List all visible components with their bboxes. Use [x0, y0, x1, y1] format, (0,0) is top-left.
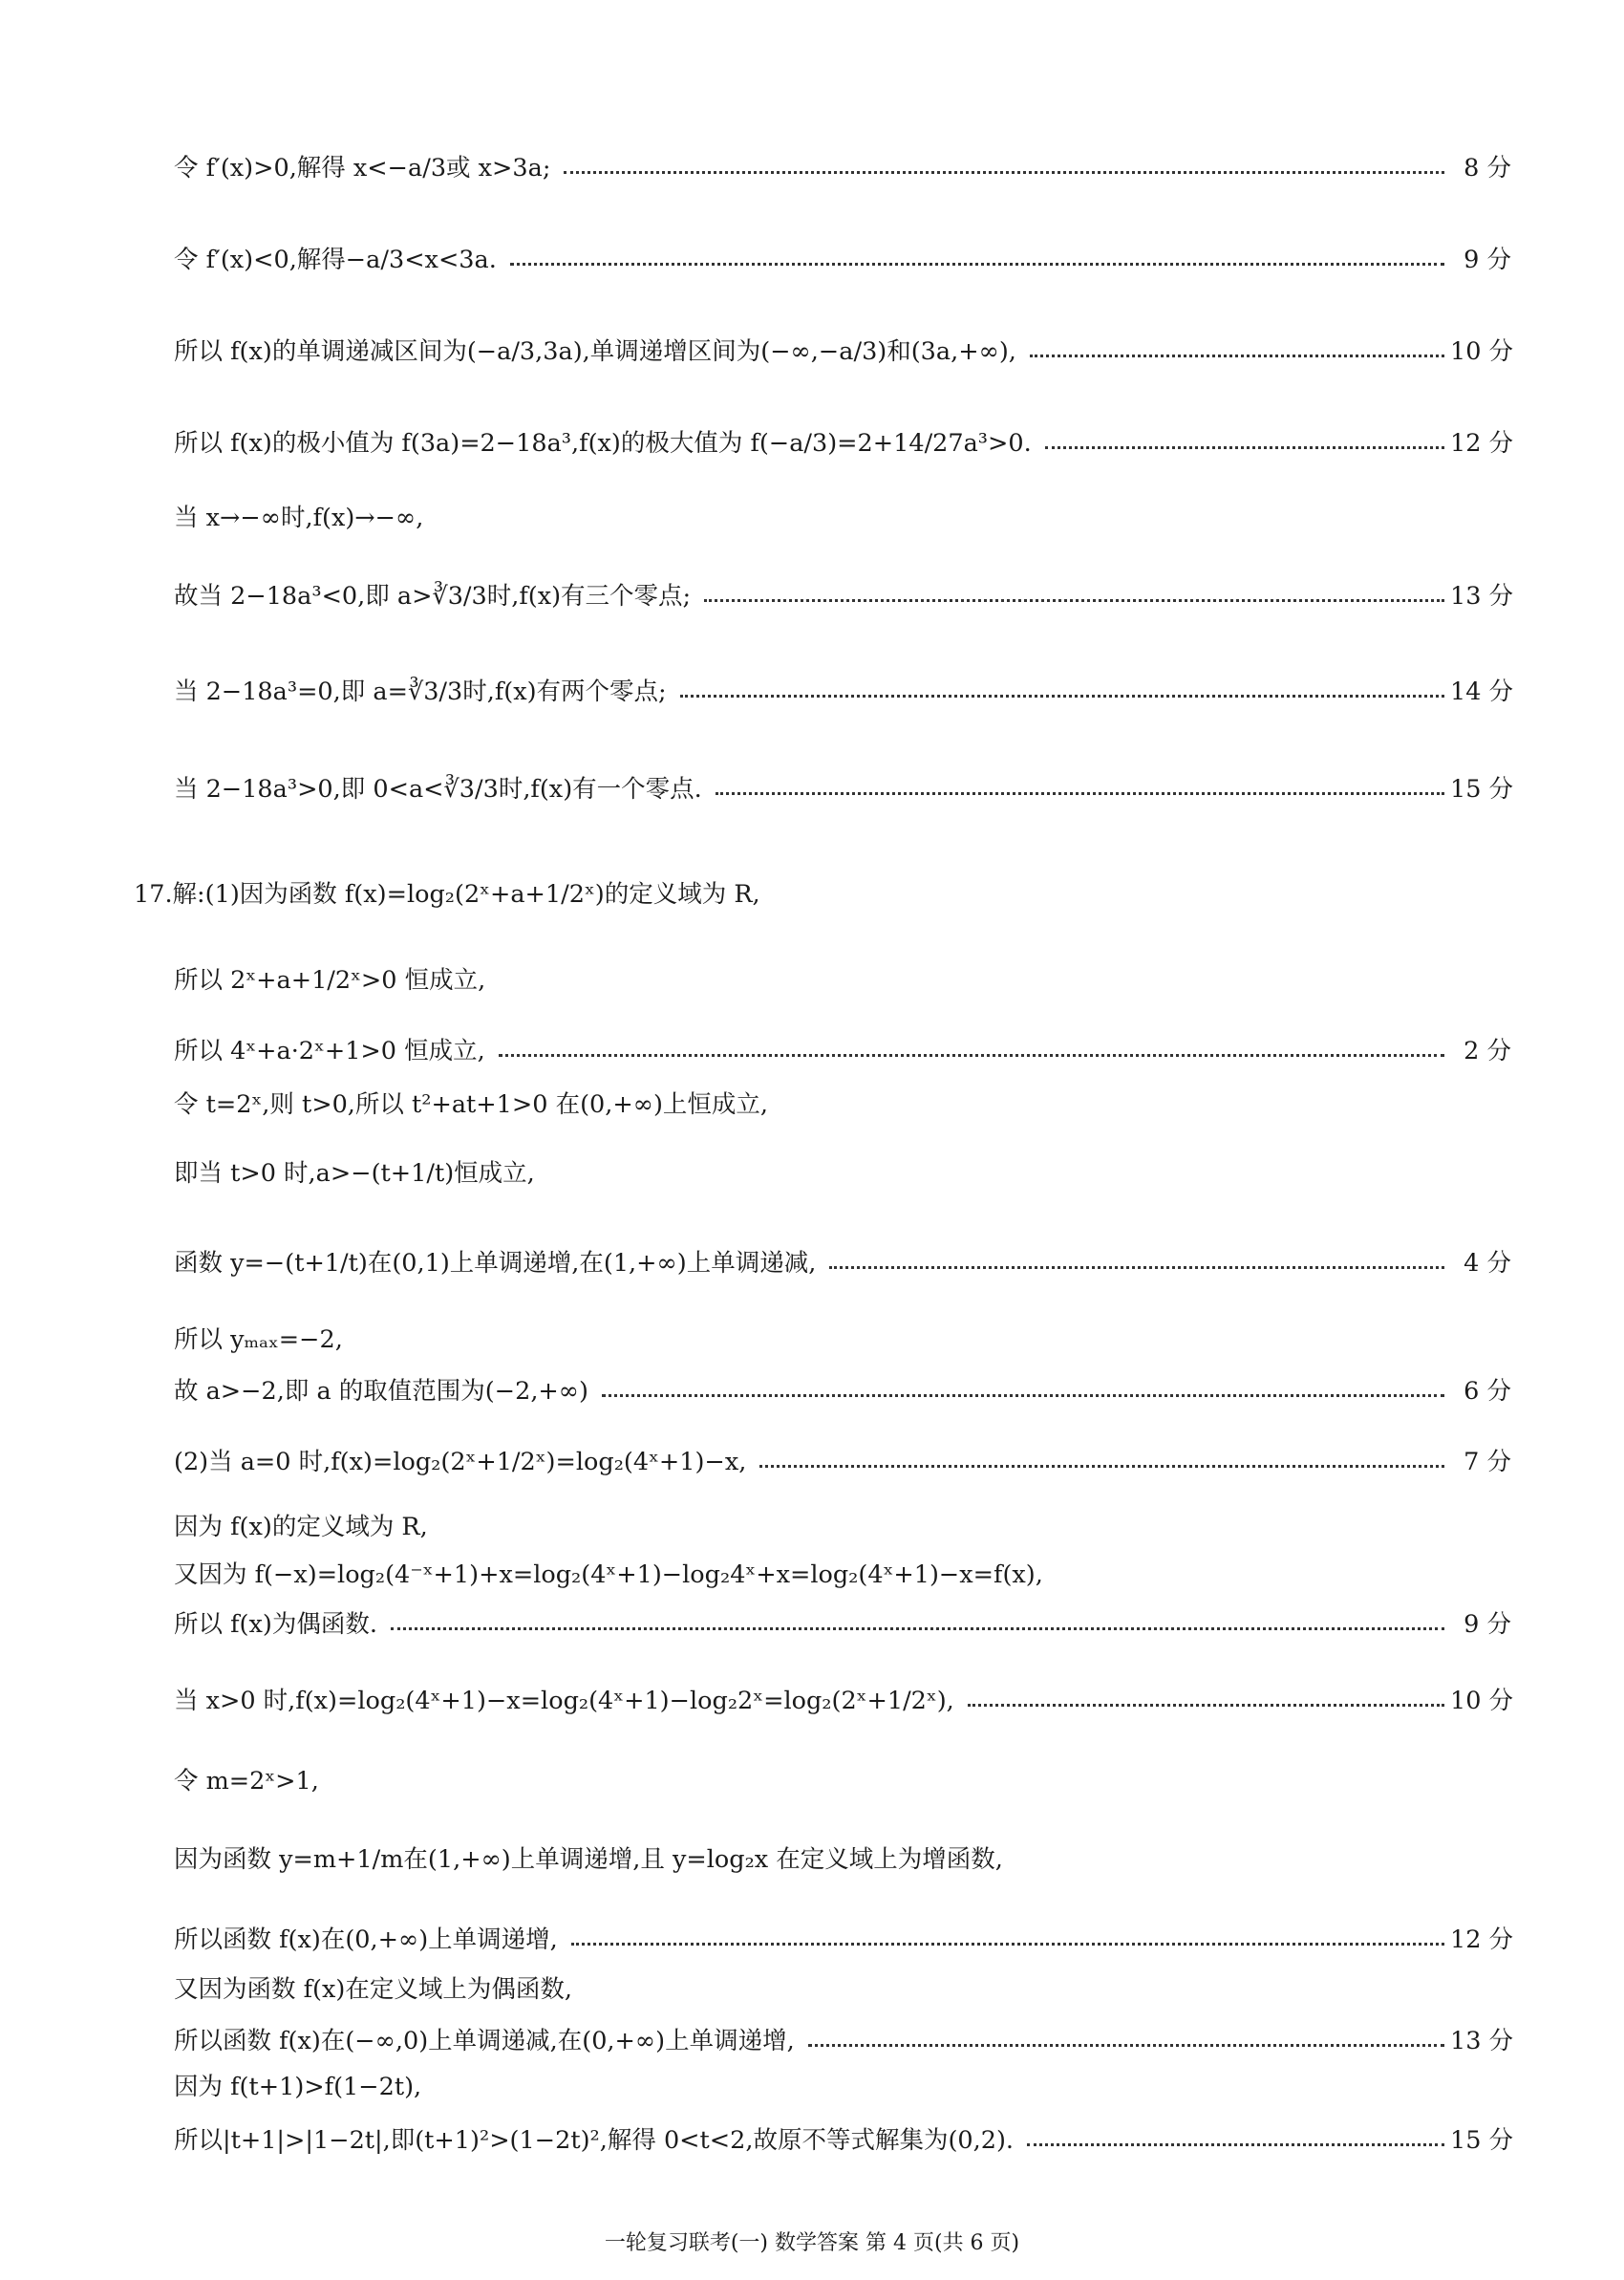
dot-leader — [704, 599, 1444, 602]
score-label: 6 分 — [1464, 1377, 1511, 1406]
line-text: 所以|t+1|>|1−2t|,即(t+1)²>(1−2t)²,解得 0<t<2,故原不等式解集为(0,2). — [174, 2126, 1015, 2155]
line-text: 所以 f(x)为偶函数. — [174, 1610, 377, 1639]
score-label: 9 分 — [1464, 1610, 1511, 1639]
solution-line — [174, 1143, 1511, 1200]
solution-line — [174, 1544, 1511, 1602]
line-text: 又因为 f(−x)=log₂(4⁻ˣ+1)+x=log₂(4ˣ+1)−log₂4ˣ+x=log₂(4ˣ+1)−x=f(x), — [174, 1560, 1043, 1589]
solution-line — [174, 1309, 1511, 1366]
line-text: 令 f′(x)<0,解得−a/3<x<3a. — [174, 246, 497, 274]
score-label: 2 分 — [1464, 1037, 1511, 1065]
score-label: 8 分 — [1464, 154, 1511, 183]
score-label: 12 分 — [1450, 429, 1514, 458]
score-label: 12 分 — [1450, 1925, 1514, 1954]
dot-leader — [391, 1627, 1444, 1630]
dot-leader — [564, 171, 1444, 174]
dot-leader — [829, 1266, 1444, 1269]
dot-leader — [968, 1704, 1444, 1707]
line-text: 又因为函数 f(x)在定义域上为偶函数, — [174, 1975, 572, 2004]
solution-line — [174, 229, 1511, 287]
dot-leader — [1045, 446, 1444, 449]
line-text: 函数 y=−(t+1/t)在(0,1)上单调递增,在(1,+∞)上单调递减, — [174, 1249, 817, 1278]
dot-leader — [602, 1394, 1444, 1397]
line-text: 当 2−18a³>0,即 0<a<∛3/3时,f(x)有一个零点. — [174, 775, 702, 804]
page-footer: 一轮复习联考(一) 数学答案 第 4 页(共 6 页) — [604, 2231, 1020, 2255]
score-label: 10 分 — [1450, 337, 1514, 366]
score-label: 13 分 — [1450, 2027, 1514, 2055]
solution-line — [174, 1670, 1514, 1728]
line-text: 所以 f(x)的单调递减区间为(−a/3,3a),单调递增区间为(−∞,−a/3)和(3a,+∞), — [174, 337, 1016, 366]
solution-line — [174, 138, 1511, 195]
line-text: 所以 yₘₐₓ=−2, — [174, 1325, 343, 1354]
line-text: 所以函数 f(x)在(−∞,0)上单调递减,在(0,+∞)上单调递增, — [174, 2027, 795, 2055]
line-text: 令 m=2ˣ>1, — [174, 1767, 319, 1796]
question-heading — [134, 864, 1511, 921]
line-text: (2)当 a=0 时,f(x)=log₂(2ˣ+1/2ˣ)=log₂(4ˣ+1)−x, — [174, 1448, 747, 1476]
line-text: 当 2−18a³=0,即 a=∛3/3时,f(x)有两个零点; — [174, 678, 667, 706]
solution-line — [174, 950, 1511, 1007]
solution-line — [174, 1233, 1511, 1290]
solution-line — [174, 1751, 1511, 1808]
solution-line — [174, 2110, 1514, 2167]
score-label: 10 分 — [1450, 1687, 1514, 1715]
line-text: 当 x>0 时,f(x)=log₂(4ˣ+1)−x=log₂(4ˣ+1)−log₂2ˣ=log₂(2ˣ+1/2ˣ), — [174, 1687, 954, 1715]
line-text: 所以函数 f(x)在(0,+∞)上单调递增, — [174, 1925, 558, 1954]
solution-line — [174, 2056, 1511, 2114]
dot-leader — [759, 1465, 1444, 1468]
dot-leader — [716, 792, 1444, 795]
solution-line — [174, 487, 1511, 545]
dot-leader — [510, 263, 1444, 266]
solution-line — [174, 1909, 1514, 1967]
score-label: 14 分 — [1450, 678, 1514, 706]
dot-leader — [680, 695, 1444, 698]
solution-line — [174, 321, 1514, 378]
line-text: 令 f′(x)>0,解得 x<−a/3或 x>3a; — [174, 154, 551, 183]
solution-line — [174, 1021, 1511, 1078]
dot-leader — [571, 1943, 1444, 1946]
line-text: 故当 2−18a³<0,即 a>∛3/3时,f(x)有三个零点; — [174, 582, 692, 611]
solution-line — [174, 1594, 1511, 1651]
line-text: 令 t=2ˣ,则 t>0,所以 t²+at+1>0 在(0,+∞)上恒成立, — [174, 1090, 769, 1119]
line-text: 所以 4ˣ+a·2ˣ+1>0 恒成立, — [174, 1037, 485, 1065]
line-text: 所以 2ˣ+a+1/2ˣ>0 恒成立, — [174, 966, 486, 995]
score-label: 7 分 — [1464, 1448, 1511, 1476]
line-text: 因为 f(t+1)>f(1−2t), — [174, 2073, 422, 2101]
solution-line — [174, 1431, 1511, 1489]
score-label: 4 分 — [1464, 1249, 1511, 1278]
score-label: 9 分 — [1464, 246, 1511, 274]
solution-line — [174, 1829, 1511, 1886]
line-text: 所以 f(x)的极小值为 f(3a)=2−18a³,f(x)的极大值为 f(−a/3)=2+14/27a³>0. — [174, 429, 1032, 458]
dot-leader — [808, 2044, 1444, 2047]
dot-leader — [1027, 2143, 1444, 2146]
solution-line — [174, 661, 1514, 719]
score-label: 15 分 — [1450, 2126, 1514, 2155]
solution-line — [174, 566, 1514, 623]
solution-line — [174, 1959, 1511, 2016]
line-text: 故 a>−2,即 a 的取值范围为(−2,+∞) — [174, 1377, 588, 1406]
solution-line — [174, 759, 1514, 816]
line-text: 17.解:(1)因为函数 f(x)=log₂(2ˣ+a+1/2ˣ)的定义域为 R, — [134, 880, 760, 909]
dot-leader — [499, 1054, 1444, 1057]
solution-line — [174, 413, 1514, 470]
line-text: 当 x→−∞时,f(x)→−∞, — [174, 504, 424, 532]
score-label: 15 分 — [1450, 775, 1514, 804]
score-label: 13 分 — [1450, 582, 1514, 611]
dot-leader — [1030, 355, 1444, 357]
solution-line — [174, 1361, 1511, 1418]
line-text: 即当 t>0 时,a>−(t+1/t)恒成立, — [174, 1159, 535, 1188]
line-text: 因为 f(x)的定义域为 R, — [174, 1513, 428, 1541]
solution-line — [174, 1074, 1511, 1131]
line-text: 因为函数 y=m+1/m在(1,+∞)上单调递增,且 y=log₂x 在定义域上为增函数, — [174, 1845, 1003, 1874]
